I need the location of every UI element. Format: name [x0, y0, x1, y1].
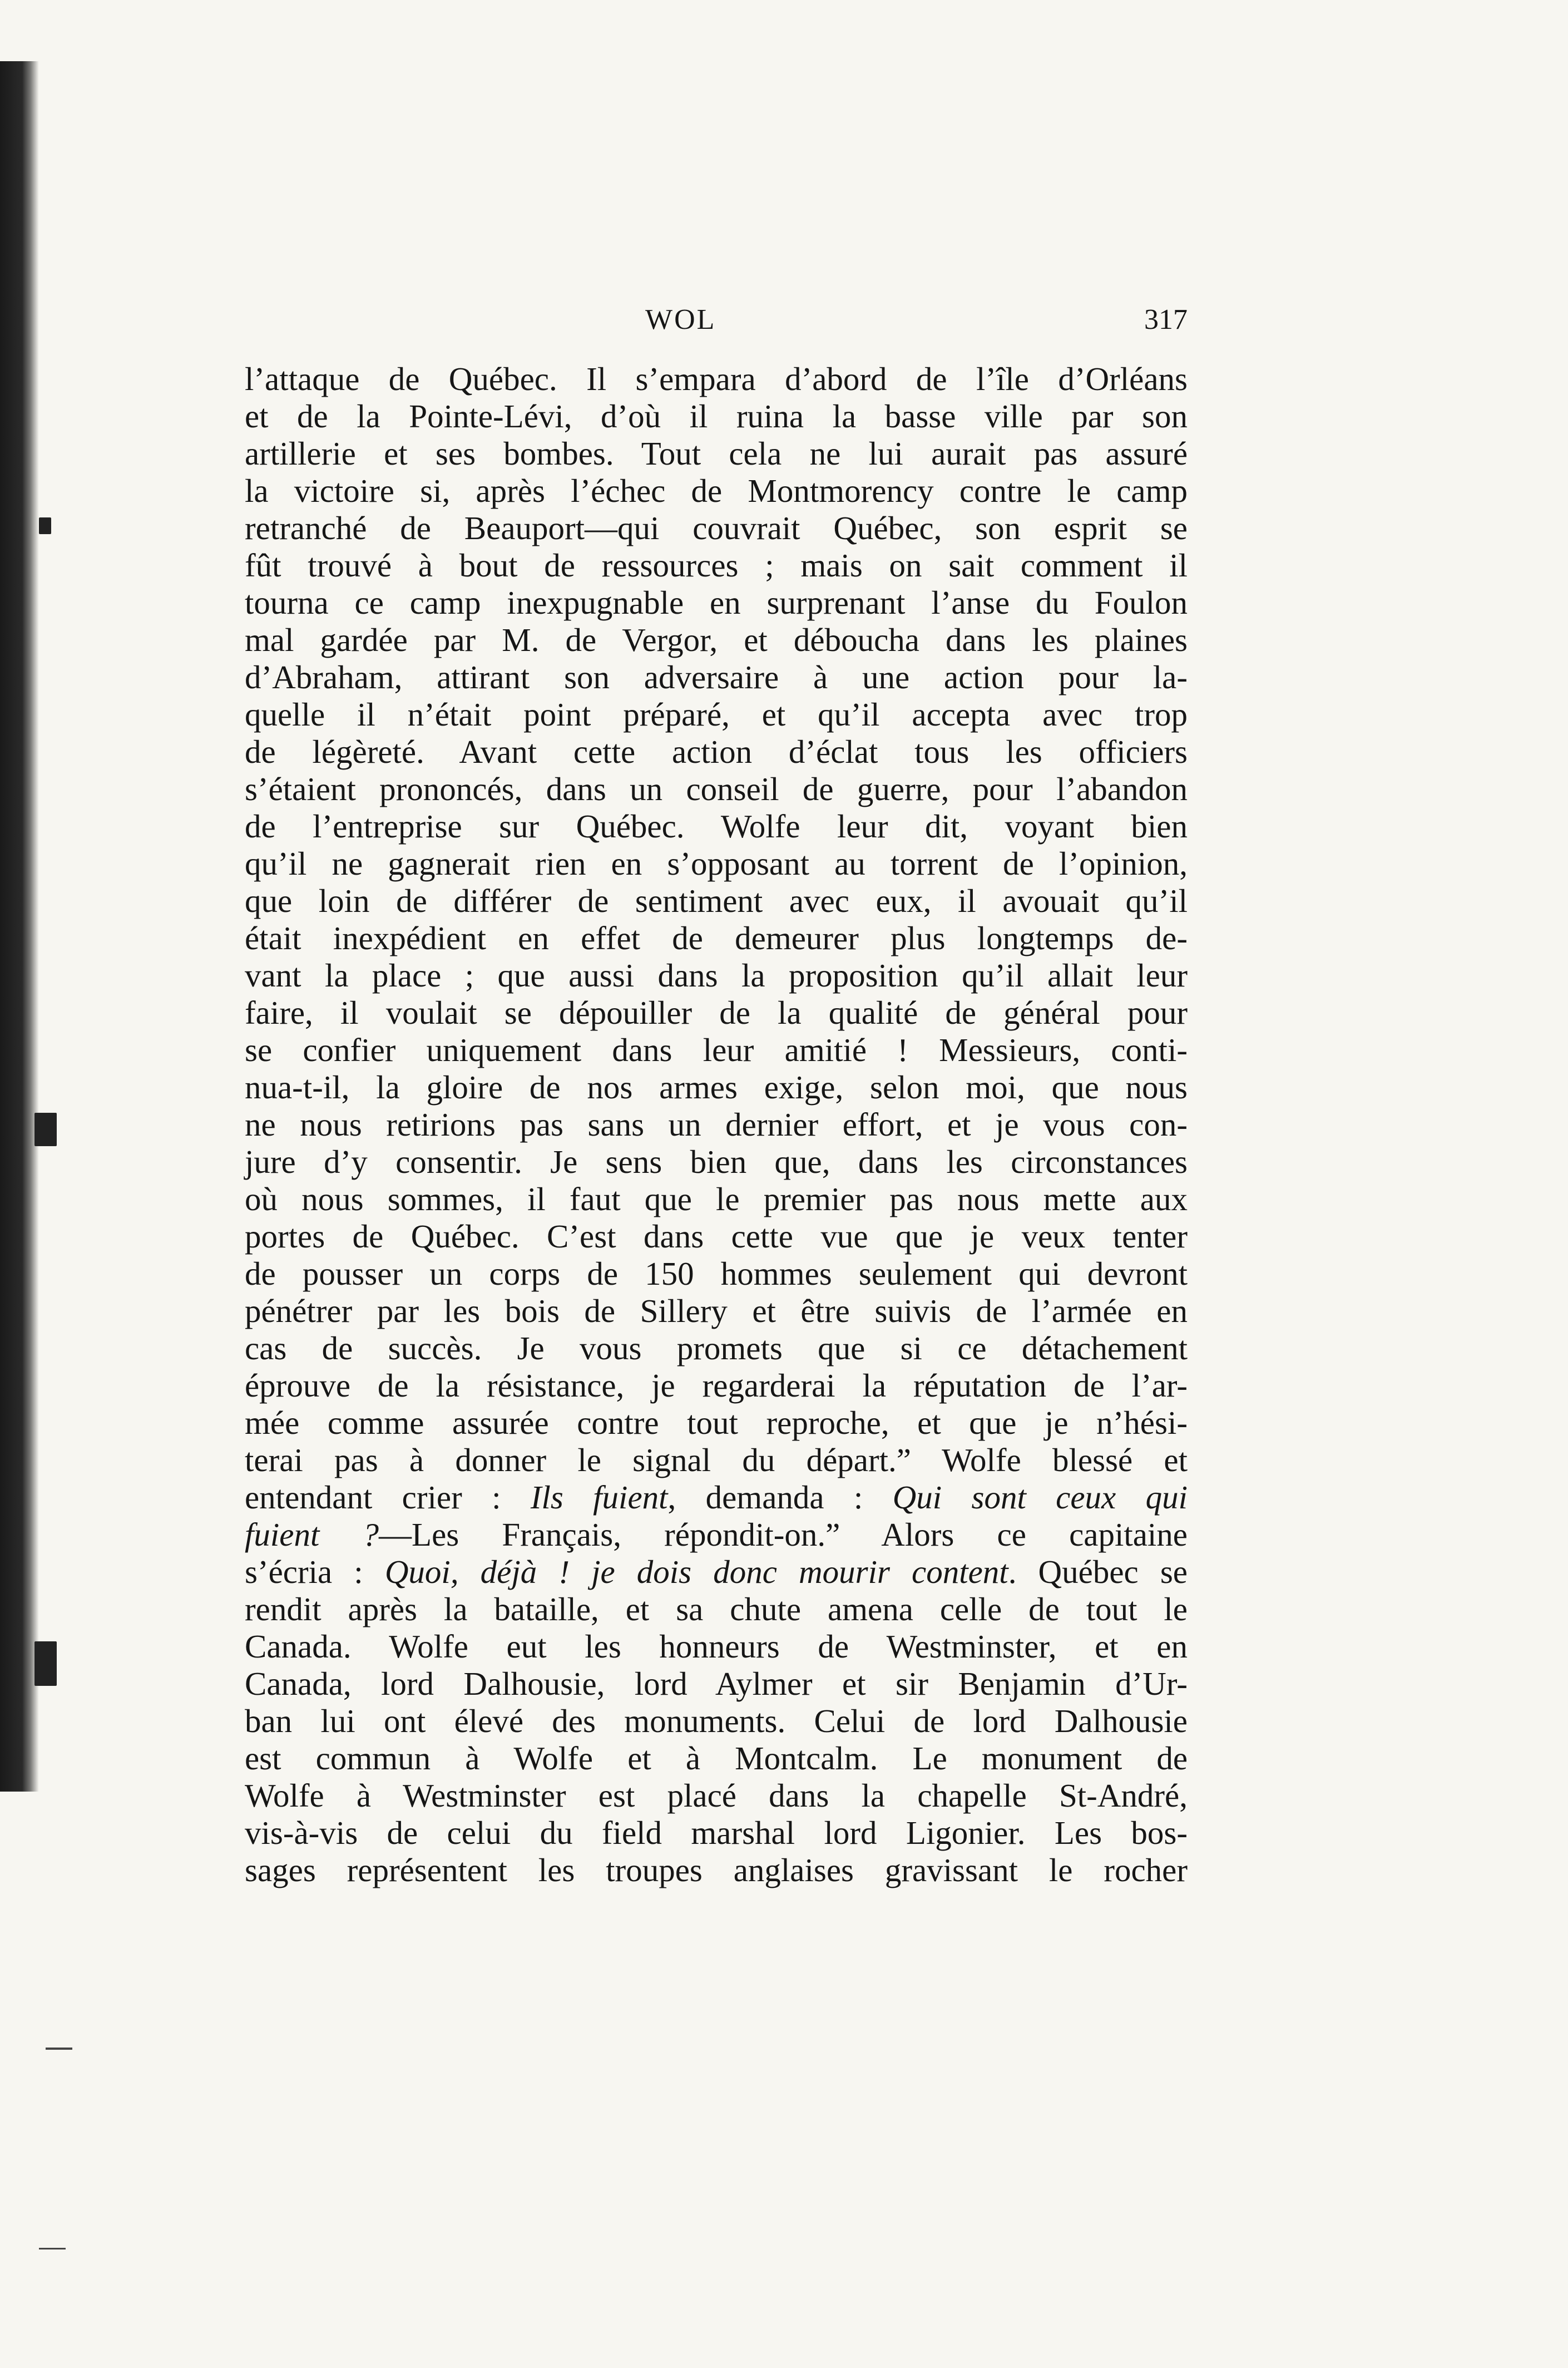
- text-line: d’Abraham, attirant son adversaire à une action pour la-: [245, 659, 1188, 695]
- text-line: s’étaient prononcés, dans un conseil de guerre, pour l’abandon: [245, 771, 1188, 807]
- text-line: mée comme assurée contre tout reproche, et que je n’hési-: [245, 1404, 1188, 1441]
- text-line: Canada, lord Dalhousie, lord Aylmer et sir Benjamin d’Ur-: [245, 1665, 1188, 1702]
- text-line: se confier uniquement dans leur amitié ! Messieurs, conti-: [245, 1032, 1188, 1068]
- text-line: où nous sommes, il faut que le premier pas nous mette aux: [245, 1181, 1188, 1217]
- text-line: jure d’y consentir. Je sens bien que, dans les circonstances: [245, 1143, 1188, 1180]
- text-line: fuient ?—Les Français, répondit-on.” Alors ce capitaine: [245, 1516, 1188, 1553]
- text-line: retranché de Beauport—qui couvrait Québec, son esprit se: [245, 510, 1188, 546]
- text-line: cas de succès. Je vous promets que si ce détachement: [245, 1330, 1188, 1366]
- running-head: WOL: [645, 304, 716, 336]
- text-line: fût trouvé à bout de ressources ; mais on sait comment il: [245, 547, 1188, 584]
- page-speck: [39, 2248, 66, 2249]
- text-line: éprouve de la résistance, je regarderai la réputation de l’ar-: [245, 1367, 1188, 1404]
- text-line: faire, il voulait se dépouiller de la qualité de général pour: [245, 994, 1188, 1031]
- text-line: était inexpédient en effet de demeurer plus longtemps de-: [245, 920, 1188, 956]
- text-line: sages représentent les troupes anglaises gravissant le rocher: [245, 1852, 1188, 1888]
- text-line: entendant crier : Ils fuient, demanda : Qui sont ceux qui: [245, 1479, 1188, 1516]
- body-text: [245, 361, 1188, 1889]
- text-line: Wolfe à Westminster est placé dans la chapelle St-André,: [245, 1777, 1188, 1814]
- page-header: [245, 303, 1188, 348]
- binding-mark: [39, 517, 51, 534]
- text-line: qu’il ne gagnerait rien en s’opposant au torrent de l’opinion,: [245, 845, 1188, 882]
- binding-mark: [34, 1641, 57, 1686]
- text-line: est commun à Wolfe et à Montcalm. Le monument de: [245, 1740, 1188, 1777]
- text-line: portes de Québec. C’est dans cette vue que je veux tenter: [245, 1218, 1188, 1255]
- text-line: vis-à-vis de celui du field marshal lord Ligonier. Les bos-: [245, 1814, 1188, 1851]
- text-line: et de la Pointe-Lévi, d’où il ruina la basse ville par son: [245, 398, 1188, 435]
- text-line: mal gardée par M. de Vergor, et déboucha dans les plaines: [245, 621, 1188, 658]
- text-line: rendit après la bataille, et sa chute amena celle de tout le: [245, 1591, 1188, 1627]
- text-line: ne nous retirions pas sans un dernier effort, et je vous con-: [245, 1106, 1188, 1143]
- text-line: que loin de différer de sentiment avec eux, il avouait qu’il: [245, 882, 1188, 919]
- text-line: de légèreté. Avant cette action d’éclat tous les officiers: [245, 733, 1188, 770]
- page-binding-edge: [0, 61, 39, 1792]
- text-line: tourna ce camp inexpugnable en surprenant l’anse du Foulon: [245, 584, 1188, 621]
- text-line: Canada. Wolfe eut les honneurs de Westminster, et en: [245, 1628, 1188, 1665]
- text-line: s’écria : Quoi, déjà ! je dois donc mourir content. Québec se: [245, 1553, 1188, 1590]
- text-line: nua-t-il, la gloire de nos armes exige, selon moi, que nous: [245, 1069, 1188, 1106]
- text-line: la victoire si, après l’échec de Montmorency contre le camp: [245, 472, 1188, 509]
- text-line: l’attaque de Québec. Il s’empara d’abord de l’île d’Orléans: [245, 361, 1188, 397]
- text-line: quelle il n’était point préparé, et qu’il accepta avec trop: [245, 696, 1188, 733]
- text-line: de pousser un corps de 150 hommes seulement qui devront: [245, 1255, 1188, 1292]
- page-number: 317: [1144, 304, 1188, 336]
- page-speck: [46, 2048, 72, 2050]
- text-line: de l’entreprise sur Québec. Wolfe leur dit, voyant bien: [245, 808, 1188, 845]
- text-line: vant la place ; que aussi dans la proposition qu’il allait leur: [245, 957, 1188, 994]
- text-line: pénétrer par les bois de Sillery et être suivis de l’armée en: [245, 1292, 1188, 1329]
- binding-mark: [34, 1113, 57, 1146]
- text-line: ban lui ont élevé des monuments. Celui de lord Dalhousie: [245, 1703, 1188, 1739]
- text-line: terai pas à donner le signal du départ.” Wolfe blessé et: [245, 1442, 1188, 1478]
- text-line: artillerie et ses bombes. Tout cela ne lui aurait pas assuré: [245, 435, 1188, 472]
